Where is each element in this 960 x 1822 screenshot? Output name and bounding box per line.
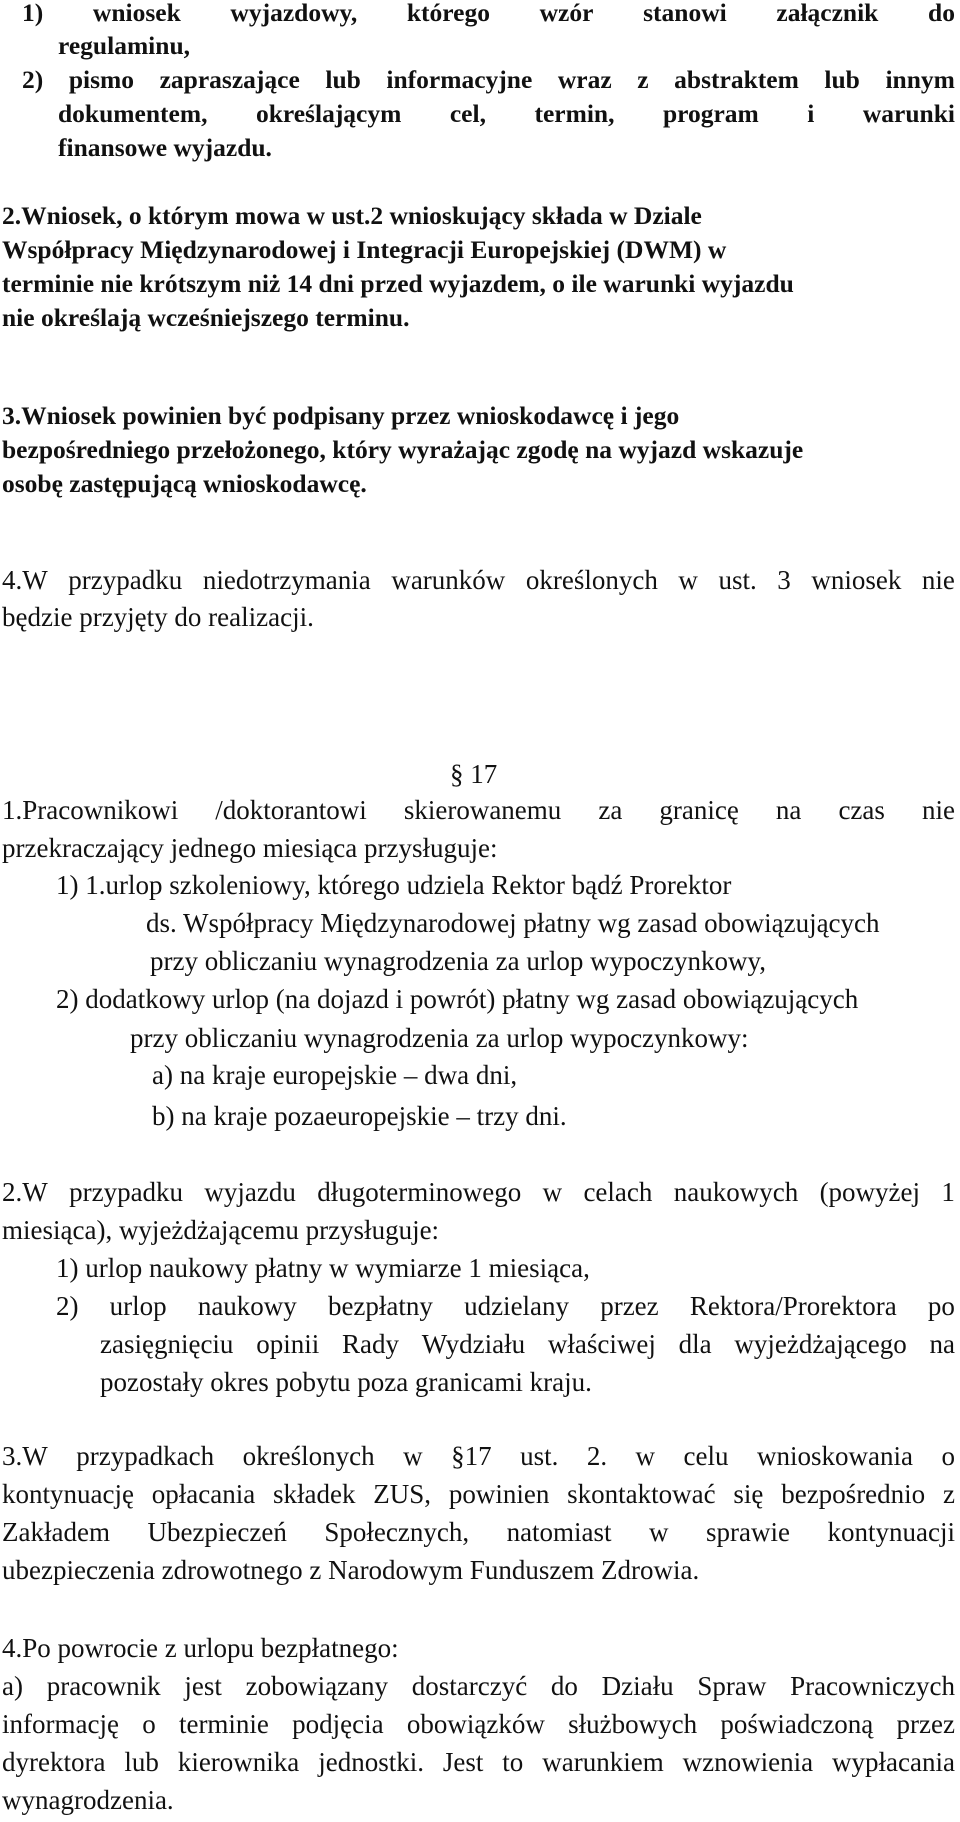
text-line <box>22 0 955 30</box>
text-line <box>58 97 955 131</box>
word: naukowych <box>673 1177 799 1207</box>
word: cel, <box>449 99 486 128</box>
word: terminie <box>178 1709 269 1739</box>
word: kontynuacji <box>827 1517 955 1547</box>
word: za <box>598 795 623 825</box>
text-line <box>2 793 955 827</box>
word: opłacania <box>151 1479 256 1509</box>
word: wniosek <box>811 565 902 595</box>
section-heading: § 17 <box>450 759 498 789</box>
word: abstraktem <box>674 65 799 94</box>
text-line <box>2 1477 955 1511</box>
word: kontynuację <box>2 1479 134 1509</box>
text-line <box>2 1707 955 1741</box>
word: 1.Pracownikowi <box>2 795 179 825</box>
word: sprawie <box>706 1517 791 1547</box>
word: długoterminowego <box>317 1177 522 1207</box>
word: obowiązków <box>406 1709 545 1739</box>
word: celu <box>683 1441 729 1471</box>
word: to <box>502 1747 524 1777</box>
word: przypadku <box>69 1177 184 1207</box>
word: 2) <box>56 1291 79 1321</box>
word: kierownika <box>177 1747 300 1777</box>
word: /doktorantowi <box>215 795 367 825</box>
word: zobowiązany <box>245 1671 389 1701</box>
word: załącznik <box>776 0 879 27</box>
word: Ubezpieczeń <box>147 1517 287 1547</box>
word: wzór <box>539 0 594 27</box>
word: wypłacania <box>832 1747 955 1777</box>
word: podjęcia <box>292 1709 384 1739</box>
word: informacyjne <box>386 65 533 94</box>
text-line <box>2 1175 955 1209</box>
word: wyjeżdżającego <box>734 1329 907 1359</box>
text-line: Współpracy Międzynarodowej i Integracji Europejskiej (DWM) w <box>2 235 727 264</box>
word: granicę <box>659 795 739 825</box>
text-line <box>56 1289 955 1323</box>
word: w <box>678 565 698 595</box>
word: 1) <box>22 0 44 27</box>
text-line <box>2 563 955 597</box>
word: wyjazdu <box>204 1177 296 1207</box>
word: lub <box>124 1747 159 1777</box>
text-line: przekraczający jednego miesiąca przysługuje: <box>2 833 498 863</box>
word: lub <box>325 65 361 94</box>
word: określonych <box>242 1441 375 1471</box>
word: z <box>942 1479 955 1509</box>
text-line: 1) urlop naukowy płatny w wymiarze 1 miesiąca, <box>56 1253 590 1283</box>
word: innym <box>885 65 955 94</box>
word: warunkiem <box>542 1747 664 1777</box>
word: natomiast <box>506 1517 612 1547</box>
word: przypadkach <box>76 1441 215 1471</box>
text-line: miesiąca), wyjeżdżającemu przysługuje: <box>2 1215 440 1245</box>
word: Rektora/Prorektora <box>689 1291 897 1321</box>
word: przez <box>896 1709 955 1739</box>
word: Wydziału <box>421 1329 526 1359</box>
word: ZUS, <box>373 1479 432 1509</box>
word: 3 <box>777 565 791 595</box>
text-line <box>2 1515 955 1549</box>
word: się <box>733 1479 764 1509</box>
word: Spraw <box>697 1671 767 1701</box>
word: do <box>550 1671 578 1701</box>
word: wnioskowania <box>757 1441 913 1471</box>
text-line: ubezpieczenia zdrowotnego z Narodowym Funduszem Zdrowia. <box>2 1555 700 1585</box>
word: zasięgnięciu <box>100 1329 234 1359</box>
word: ust. <box>520 1441 559 1471</box>
word: skontaktować <box>567 1479 716 1509</box>
word: 2.W <box>2 1177 48 1207</box>
word: w <box>403 1441 423 1471</box>
word: Pracowniczych <box>790 1671 955 1701</box>
text-line: finansowe wyjazdu. <box>58 133 272 162</box>
word: lub <box>824 65 860 94</box>
word: 3.W <box>2 1441 48 1471</box>
word: dla <box>678 1329 712 1359</box>
word: do <box>928 0 955 27</box>
word: warunków <box>391 565 506 595</box>
word: udzielany <box>464 1291 570 1321</box>
word: i <box>807 99 815 128</box>
word: właściwej <box>547 1329 656 1359</box>
word: którego <box>406 0 490 27</box>
word: powinien <box>448 1479 550 1509</box>
word: nie <box>921 565 955 595</box>
text-line: wynagrodzenia. <box>2 1785 174 1815</box>
text-line: osobę zastępującą wnioskodawcę. <box>2 469 367 498</box>
text-line: będzie przyjęty do realizacji. <box>2 602 314 632</box>
word: o <box>941 1441 955 1471</box>
text-line: 1) 1.urlop szkoleniowy, którego udziela Rektor bądź Prorektor <box>56 870 732 900</box>
word: skierowanemu <box>403 795 562 825</box>
word: urlop <box>109 1291 167 1321</box>
word: termin, <box>534 99 615 128</box>
word: przypadku <box>68 565 183 595</box>
text-line <box>2 1439 955 1473</box>
word: niedotrzymania <box>202 565 371 595</box>
word: w <box>635 1441 656 1471</box>
word: 2. <box>586 1441 608 1471</box>
text-line: a) na kraje europejskie – dwa dni, <box>152 1060 518 1090</box>
word: z <box>637 65 649 94</box>
word: w <box>542 1177 563 1207</box>
word: służbowych <box>568 1709 698 1739</box>
word: wniosek <box>92 0 181 27</box>
word: Zakładem <box>2 1517 110 1547</box>
text-line: 3.Wniosek powinien być podpisany przez wnioskodawcę i jego <box>2 401 680 430</box>
word: w <box>649 1517 669 1547</box>
text-line: regulaminu, <box>58 31 191 60</box>
word: opinii <box>256 1329 320 1359</box>
text-line: nie określają wcześniejszego terminu. <box>2 303 410 332</box>
word: na <box>775 795 802 825</box>
word: przez <box>600 1291 659 1321</box>
word: stanowi <box>643 0 727 27</box>
word: §17 <box>451 1441 492 1471</box>
text-line: przy obliczaniu wynagrodzenia za urlop wypoczynkowy: <box>130 1023 749 1053</box>
text-line: 2.Wniosek, o którym mowa w ust.2 wnioskujący składa w Dziale <box>2 201 702 230</box>
word: nie <box>921 795 955 825</box>
word: określonych <box>525 565 658 595</box>
word: dostarczyć <box>411 1671 528 1701</box>
word: 2) <box>22 65 44 94</box>
word: wznowienia <box>682 1747 814 1777</box>
word: a) <box>2 1671 23 1701</box>
text-line: bezpośredniego przełożonego, który wyrażając zgodę na wyjazd wskazuje <box>2 435 804 464</box>
word: dyrektora <box>2 1747 106 1777</box>
word: jednostki. <box>318 1747 424 1777</box>
word: po <box>927 1291 955 1321</box>
word: bezpośrednio <box>781 1479 926 1509</box>
word: Działu <box>601 1671 674 1701</box>
word: Rady <box>341 1329 399 1359</box>
word: naukowy <box>197 1291 297 1321</box>
text-line <box>22 63 955 97</box>
word: wyjazdowy, <box>230 0 358 27</box>
word: jest <box>184 1671 222 1701</box>
word: pracownik <box>46 1671 161 1701</box>
word: pismo <box>68 65 135 94</box>
word: program <box>662 99 759 128</box>
text-line <box>2 1745 955 1779</box>
text-line: ds. Współpracy Międzynarodowej płatny wg zasad obowiązujących <box>146 908 880 938</box>
word: składek <box>273 1479 356 1509</box>
word: zapraszające <box>159 65 300 94</box>
word: bezpłatny <box>327 1291 433 1321</box>
word: 1 <box>941 1177 955 1207</box>
text-line: przy obliczaniu wynagrodzenia za urlop wypoczynkowy, <box>150 946 767 976</box>
word: celach <box>583 1177 653 1207</box>
text-line: pozostały okres pobytu poza granicami kraju. <box>100 1367 592 1397</box>
word: wraz <box>557 65 612 94</box>
text-line: b) na kraje pozaeuropejskie – trzy dni. <box>152 1101 567 1131</box>
word: 4.W <box>2 565 48 595</box>
word: Społecznych, <box>324 1517 470 1547</box>
word: dokumentem, <box>58 99 208 128</box>
word: czas <box>838 795 885 825</box>
text-line: 4.Po powrocie z urlopu bezpłatnego: <box>2 1633 399 1663</box>
word: Jest <box>442 1747 484 1777</box>
word: (powyżej <box>819 1177 921 1207</box>
word: na <box>929 1329 955 1359</box>
word: ust. <box>718 565 757 595</box>
word: o <box>142 1709 156 1739</box>
text-line: 2) dodatkowy urlop (na dojazd i powrót) płatny wg zasad obowiązujących <box>56 984 859 1014</box>
word: poświadczoną <box>720 1709 874 1739</box>
text-line: terminie nie krótszym niż 14 dni przed wyjazdem, o ile warunki wyjazdu <box>2 269 794 298</box>
word: informację <box>2 1709 119 1739</box>
text-line <box>2 1669 955 1703</box>
word: określającym <box>255 99 402 128</box>
text-line <box>100 1327 955 1361</box>
word: warunki <box>862 99 955 128</box>
